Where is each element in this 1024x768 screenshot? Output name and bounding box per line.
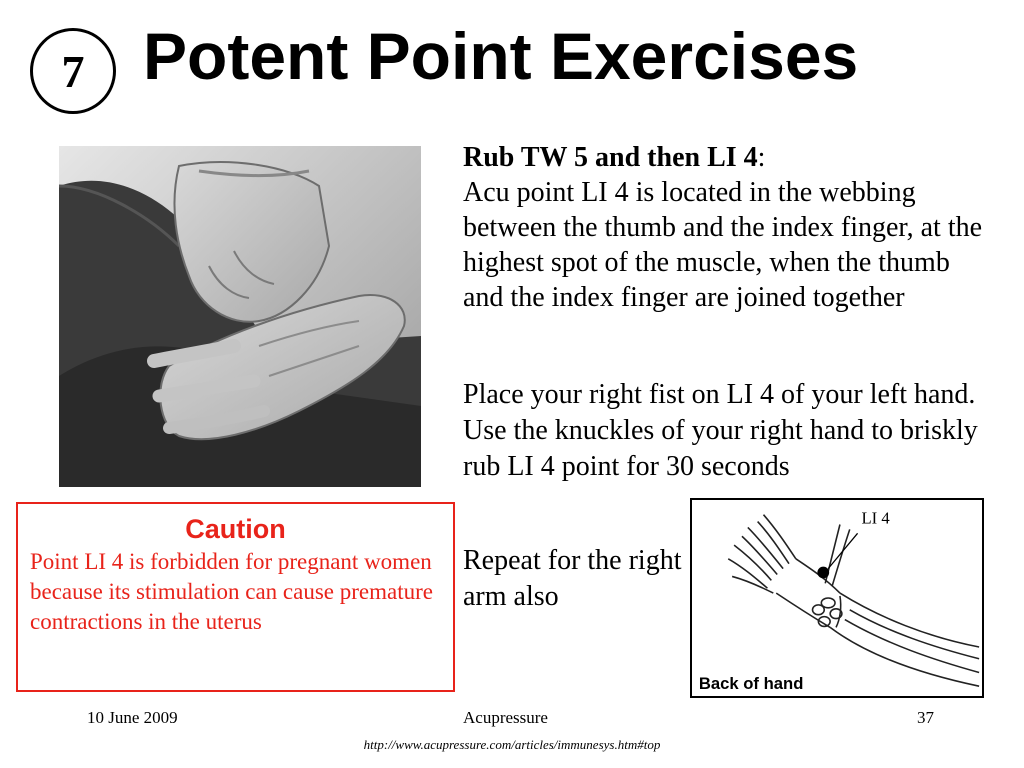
slide-number: 7	[61, 45, 85, 97]
li4-point-marker	[817, 567, 829, 579]
footer-page-number: 37	[917, 708, 934, 727]
instruction-heading	[463, 140, 993, 175]
caution-title: Caution	[185, 514, 286, 544]
heading-colon: :	[757, 142, 766, 173]
slide-number-badge	[30, 28, 116, 114]
heading-text: Rub TW 5 and then LI 4	[463, 142, 758, 173]
hand-massage-photo	[59, 146, 421, 487]
footer-topic: Acupressure	[463, 708, 548, 727]
footer-date: 10 June 2009	[87, 708, 178, 727]
caution-box	[16, 502, 455, 692]
location-paragraph: Acu point LI 4 is located in the webbing between the thumb and the index finger, at the highest spot of the muscle, when the thumb and the index finger are joined together	[463, 177, 983, 313]
repeat-paragraph: Repeat for the right arm also	[463, 545, 682, 612]
hand-diagram	[690, 498, 984, 698]
diagram-point-label: LI 4	[861, 508, 890, 528]
technique-paragraph: Place your right fist on LI 4 of your left hand. Use the knuckles of your right hand to briskly rub LI 4 point for 30 seconds	[463, 379, 978, 482]
caution-text: Point LI 4 is forbidden for pregnant women because its stimulation can cause premature contractions in the uterus	[30, 549, 433, 634]
slide-title: Potent Point Exercises	[143, 19, 859, 93]
instruction-block	[463, 140, 993, 315]
footer-source-url: http://www.acupressure.com/articles/immunesys.htm#top	[363, 737, 661, 752]
diagram-caption: Back of hand	[698, 674, 804, 694]
